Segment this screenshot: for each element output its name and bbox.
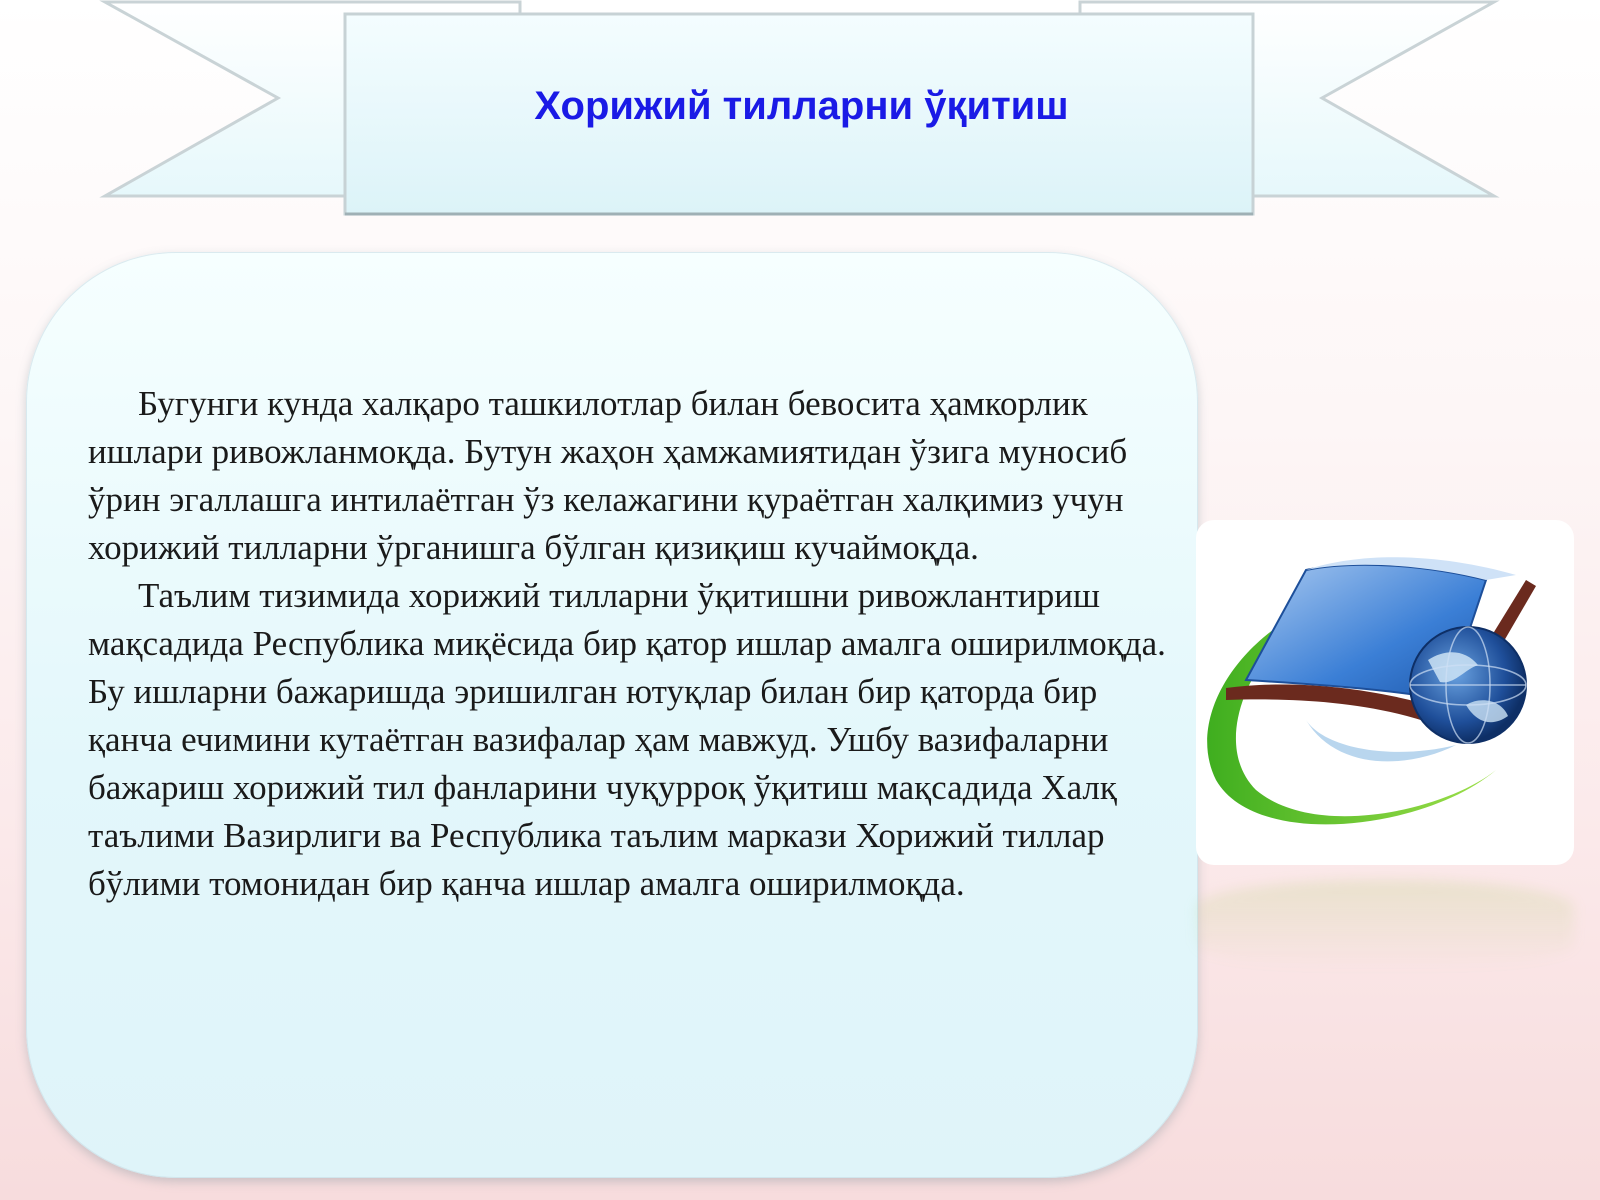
paragraph-1-text: Бугунги кунда халқаро ташкилотлар билан бевосита ҳамкорлик ишлари ривожланмоқда. Бутун жаҳон ҳамжамиятидан ўзига муносиб ўрин эгаллашга интилаётган ўз келажагини қураётган халқимиз учун хорижий тилларни ўрганишга бўлган қизиқиш кучаймоқда. [88,384,1128,567]
title-banner [345,18,1253,214]
book-globe-logo-icon [1196,520,1574,865]
slide-title: Хорижий тилларни ўқитиш [534,83,1069,128]
logo-reflection [1196,880,1574,970]
paragraph-1 [88,380,1168,572]
body-text [88,380,1168,908]
paragraph-2 [88,572,1168,908]
paragraph-2-text: Таълим тизимида хорижий тилларни ўқитишни ривожлантириш мақсадида Республика миқёсида бир қатор ишлар амалга оширилмоқда. Бу ишларни бажаришда эришилган ютуқлар билан бир қаторда бир қанча ечимини кутаётган вазифалар ҳам мавжуд. Ушбу вазифаларни бажариш хорижий тил фанларини чуқурроқ ўқитиш мақсадида Халқ таълими Вазирлиги ва Республика таълим маркази Хорижий тиллар бўлими томонидан бир қанча ишлар амалга оширилмоқда. [88,576,1166,903]
